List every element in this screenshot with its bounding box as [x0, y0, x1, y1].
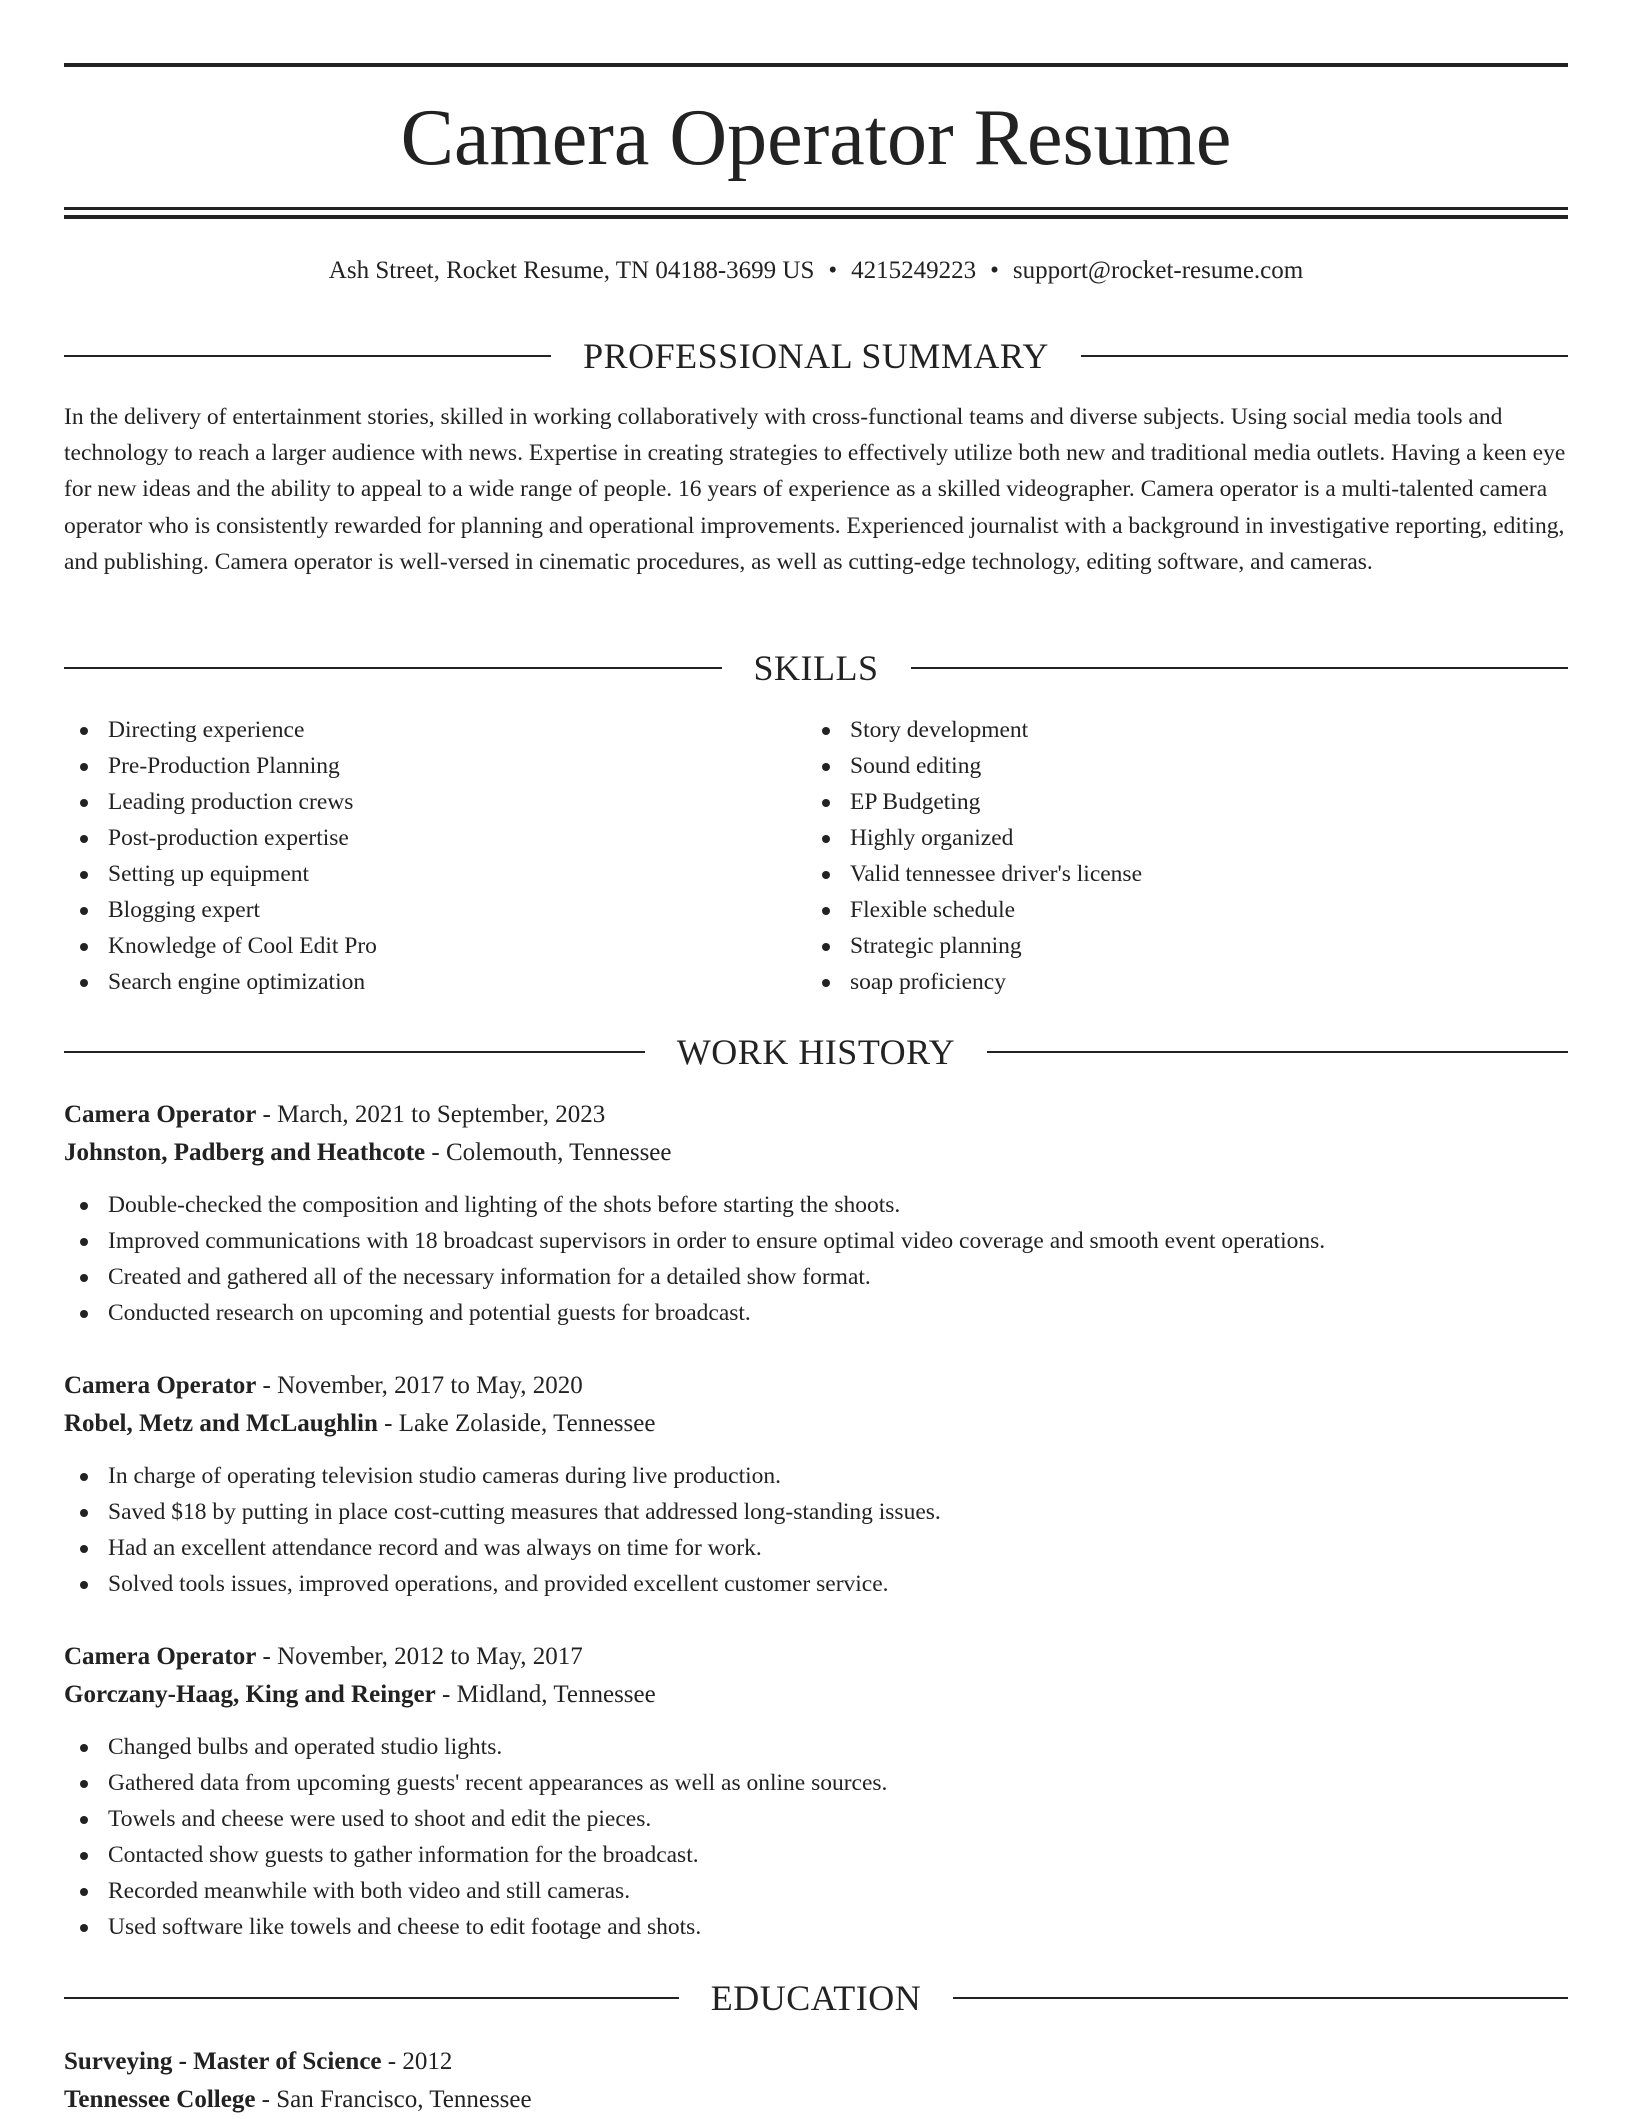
section-header-work — [64, 1030, 1568, 1074]
section-title-summary: PROFESSIONAL SUMMARY — [583, 336, 1049, 376]
skills-list-right — [806, 712, 1546, 1000]
skill-item: Knowledge of Cool Edit Pro — [64, 928, 804, 964]
skill-item: Leading production crews — [64, 784, 804, 820]
job-dates: - March, 2021 to September, 2023 — [256, 1101, 606, 1128]
school-name: Tennessee College — [64, 2086, 256, 2113]
contact-separator: • — [828, 257, 838, 284]
job-duties-list — [64, 1458, 1568, 1602]
skills-column-right — [806, 712, 1546, 1000]
section-title-education: EDUCATION — [710, 1978, 922, 2018]
job-title: Camera Operator — [64, 1101, 257, 1128]
job-company: Johnston, Padberg and Heathcote — [64, 1139, 426, 1166]
job-title: Camera Operator — [64, 1643, 257, 1670]
divider — [953, 1997, 1568, 1999]
job-company-line — [64, 1134, 1568, 1172]
degree: Surveying - Master of Science — [64, 2048, 382, 2075]
job-duty: Changed bulbs and operated studio lights. — [64, 1729, 1568, 1765]
summary-text: In the delivery of entertainment stories, skilled in working collaboratively with cross-functional teams and diverse subjects. Using social media tools and technology to reach a larger audience with news. Expertise in creating strategies to effectively utilize both new and traditional media outlets. Having a keen eye for new ideas and the ability to appeal to a wide range of people. 16 years of experience as a skilled videographer. Camera operator is a multi-talented camera operator who is consistently rewarded for planning and operational improvements. Experienced journalist with a background in investigative reporting, editing, and publishing. Camera operator is well-versed in cinematic procedures, as well as cutting-edge technology, editing software, and cameras. — [64, 404, 1566, 575]
divider — [64, 1997, 679, 1999]
skill-item: Flexible schedule — [806, 892, 1546, 928]
skill-item: Setting up equipment — [64, 856, 804, 892]
skills-list-left — [64, 712, 804, 1000]
skill-item: Search engine optimization — [64, 964, 804, 1000]
education-entry — [64, 2043, 1568, 2119]
skill-item: Sound editing — [806, 748, 1546, 784]
job-location: - Midland, Tennessee — [435, 1681, 656, 1708]
job-duty: Saved $18 by putting in place cost-cutting measures that addressed long-standing issues. — [64, 1494, 1568, 1530]
job-company-line — [64, 1405, 1568, 1443]
skill-item: Directing experience — [64, 712, 804, 748]
contact-address: Ash Street, Rocket Resume, TN 04188-3699 US — [328, 257, 815, 284]
job-duty: Had an excellent attendance record and was always on time for work. — [64, 1530, 1568, 1566]
job-duty: Recorded meanwhile with both video and still cameras. — [64, 1873, 1568, 1909]
job-location: - Lake Zolaside, Tennessee — [377, 1410, 656, 1437]
divider — [64, 667, 722, 669]
section-header-education — [64, 1976, 1568, 2020]
section-header-skills — [64, 646, 1568, 690]
title-rule-lower — [64, 215, 1568, 219]
job-duties-list — [64, 1187, 1568, 1331]
skill-item: Blogging expert — [64, 892, 804, 928]
skill-item: EP Budgeting — [806, 784, 1546, 820]
job-duty: Improved communications with 18 broadcast supervisors in order to ensure optimal video coverage and smooth event operations. — [64, 1223, 1568, 1259]
section-title-skills: SKILLS — [753, 648, 879, 688]
divider — [64, 355, 551, 357]
skill-item: Post-production expertise — [64, 820, 804, 856]
job-title-line — [64, 1096, 1568, 1134]
divider — [64, 1051, 645, 1053]
degree-year: - 2012 — [381, 2048, 453, 2075]
skill-item: Valid tennessee driver's license — [806, 856, 1546, 892]
school-location: - San Francisco, Tennessee — [255, 2086, 532, 2113]
skills-column-left — [64, 712, 804, 1000]
job-entry — [64, 1096, 1568, 1331]
job-company: Robel, Metz and McLaughlin — [64, 1410, 378, 1437]
job-dates: - November, 2012 to May, 2017 — [256, 1643, 583, 1670]
skill-item: Story development — [806, 712, 1546, 748]
skill-item: soap proficiency — [806, 964, 1546, 1000]
job-duty: Gathered data from upcoming guests' recent appearances as well as online sources. — [64, 1765, 1568, 1801]
job-duty: Used software like towels and cheese to edit footage and shots. — [64, 1909, 1568, 1945]
job-duties-list — [64, 1729, 1568, 1945]
contact-separator: • — [990, 257, 999, 284]
contact-email: support@rocket-resume.com — [1012, 257, 1304, 284]
job-dates: - November, 2017 to May, 2020 — [256, 1372, 583, 1399]
job-title-line — [64, 1367, 1568, 1405]
skill-item: Pre-Production Planning — [64, 748, 804, 784]
job-duty: Double-checked the composition and lighting of the shots before starting the shoots. — [64, 1187, 1568, 1223]
top-rule — [64, 63, 1568, 67]
job-company-line — [64, 1676, 1568, 1714]
job-title-line — [64, 1638, 1568, 1676]
job-entry — [64, 1638, 1568, 1945]
section-header-summary — [64, 334, 1568, 378]
resume-title: Camera Operator Resume — [400, 94, 1232, 182]
job-duty: In charge of operating television studio cameras during live production. — [64, 1458, 1568, 1494]
job-duty: Contacted show guests to gather information for the broadcast. — [64, 1837, 1568, 1873]
job-duty: Solved tools issues, improved operations, and provided excellent customer service. — [64, 1566, 1568, 1602]
job-location: - Colemouth, Tennessee — [425, 1139, 672, 1166]
section-title-work: WORK HISTORY — [676, 1032, 956, 1072]
title-rule-upper — [64, 207, 1568, 210]
contact-line — [64, 253, 1568, 289]
job-company: Gorczany-Haag, King and Reinger — [64, 1681, 436, 1708]
skill-item: Strategic planning — [806, 928, 1546, 964]
job-entry — [64, 1367, 1568, 1602]
divider — [911, 667, 1569, 669]
skill-item: Highly organized — [806, 820, 1546, 856]
job-duty: Created and gathered all of the necessary information for a detailed show format. — [64, 1259, 1568, 1295]
school-line — [64, 2081, 1568, 2119]
job-title: Camera Operator — [64, 1372, 257, 1399]
contact-phone: 4215249223 — [851, 257, 977, 284]
degree-line — [64, 2043, 1568, 2081]
job-duty: Conducted research on upcoming and potential guests for broadcast. — [64, 1295, 1568, 1331]
divider — [1081, 355, 1568, 357]
divider — [987, 1051, 1568, 1053]
job-duty: Towels and cheese were used to shoot and edit the pieces. — [64, 1801, 1568, 1837]
